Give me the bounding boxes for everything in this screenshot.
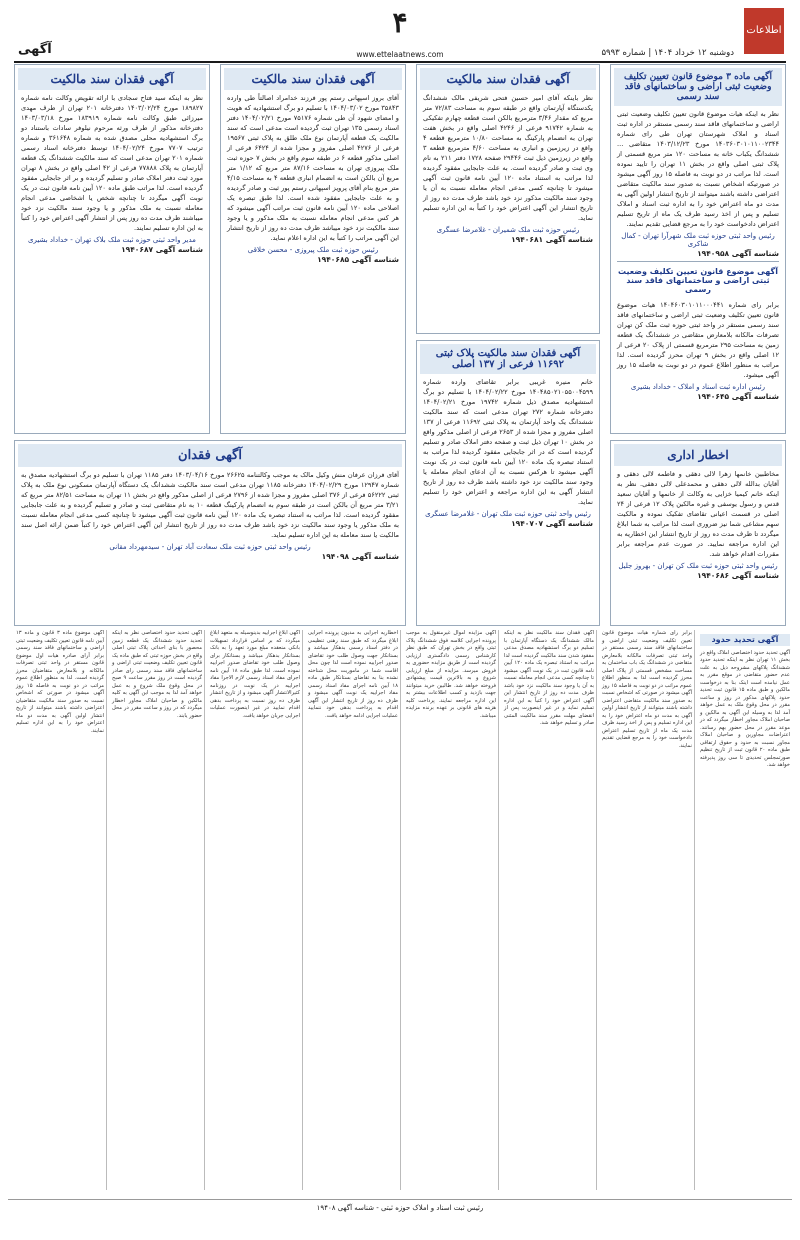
ad-signature: رئیس واحد ثبتی حوزه ثبت ملک تهران - غلامرضا عسگری bbox=[425, 510, 591, 518]
column-divider bbox=[204, 630, 205, 1190]
legal-text: آگهی مزایده اموال غیرمنقول به موجب پرونده اجرایی کلاسه فوق ششدانگ پلاک ثبتی واقع در بخش تهران که طبق نظر کارشناس رسمی دادگستری ارزیابی گردیده است از طریق مزایده حضوری به فروش میرسد. مزایده از مبلغ ارزیابی شروع و به بالاترین قیمت پیشنهادی فروخته خواهد شد. طالبین خرید میتوانند جهت بازدید و کسب اطلاعات بیشتر به این اداره مراجعه نمایند. پرداخت کلیه هزینه های قانونی بر عهده برنده مزایده میباشد. bbox=[406, 630, 496, 719]
ad-lost-deed-3 bbox=[14, 64, 210, 434]
legal-column bbox=[502, 630, 596, 1190]
column-divider bbox=[106, 630, 107, 1190]
website-link[interactable]: www.ettelaatnews.com bbox=[356, 50, 444, 59]
ad-id: شناسه آگهی ۱۹۴۰۷۰۷ bbox=[511, 519, 593, 528]
page-header bbox=[14, 4, 786, 60]
column-divider bbox=[498, 630, 499, 1190]
legal-footer: رئیس ثبت اسناد و املاک حوزه ثبتی - شناسه آگهی ۱۹۴۰۸ bbox=[8, 1199, 792, 1226]
legal-heading: آگهی تحدید حدود bbox=[700, 634, 790, 646]
ad-id: شناسه آگهی ۱۹۴۰۹۸ bbox=[321, 552, 399, 561]
ad-id: شناسه آگهی ۱۹۴۰۹۵۸ bbox=[697, 249, 779, 258]
ad-body: آقای بروز اسپهانی رستم پور فرزند خدامراد اصالتاً طی وارده ۳۵۸۴۳ مورخ ۱۴۰۴/۰۳/۰۲ با تسلیم دو برگ استشهادیه که هویت و امضای شهود آن طی شماره ۷۵۱۷۶ مورخ ۱۴۰۴/۰۲/۲۱ دفتر اسناد رسمی ۱۳۵ تهران ثبت گردیده است مدعی است که سند مالکیت یک قطعه آپارتمان نوع ملک طلق به پلاک ثبتی ۱۹۵۶۷ فرعی از ۴۲۷۶ اصلی مفروز و مجزا شده از ۶۴۲۴ فرعی از اصلی مذکور قطعه ۶ در طبقه سوم واقع در بخش ۷ حوزه ثبت ملک پیروزی تهران به مساحت ۸۷/۱۶ متر مربع که ۱/۱۲ متر مربع آن بالکن است به انضمام انباری قطعه ۴ به مساحت ۴/۱۵ متر مربع بنام آقای پرویز اسپهانی رستم پور ثبت و صادر گردیده و به علت جابجایی مفقود شده است. لذا طبق تبصره یک اصلاحی ماده ۱۲۰ آیین نامه قانون ثبت مراتب آگهی میشود که هر کس مدعی انجام معامله نسبت به ملک مذکور و یا وجود سند مالکیت نزد خود میباشد ظرف مدت ده روز از تاریخ انتشار این آگهی مراتب را کتباً به این اداره اعلام نماید. bbox=[227, 94, 400, 242]
column-divider bbox=[302, 630, 303, 1190]
ad-body: نظر به اینکه سید فتاح سجادی با ارائه تقویض وکالت نامه شماره ۱۸۹۸۲۷ مورخ ۱۴۰۳/۰۲/۲۴ دفترخانه ۲۰۱ تهران از طرف مهدی میرزائی طبق وکالت نامه شماره ۱۸۳۹۱۹ مورخ ۱۴۰۳/۰۳/۱۸ دفترخانه مذکور از طرف ورثه مرحوم نیلوفر سادات باستناد دو برگ استشهادیه محلی مصدق شده به شماره ۳۶۱۶۴۸ و شماره ترتیب ۷۷۰۷ مورخ ۱۴۰۴/۰۲/۲۴ توسط دفترخانه اسناد رسمی شماره ۲۰۱ تهران مدعی است که سند مالکیت ششدانگ یک قطعه آپارتمان به پلاک ۷۷۸۸۸ فرعی از ۴۲ اصلی واقع در بخش ۸ تهران مورد ثبت دفتر املاک صادر و تسلیم گردیده و بر اثر جابجایی مفقود گردیده است. لذا مراتب طبق ماده ۱۲۰ آیین نامه قانون ثبت در یک نوبت آگهی میگردد تا چنانچه شخص یا اشخاصی مدعی انجام معامله نسبت به ملک مذکور و یا وجود سند مالکیت نزد خود میباشند ظرف مدت ده روز پس از انتشار آگهی اعتراض خود را کتباً به این اداره تسلیم نمایند. bbox=[21, 94, 204, 232]
ad-title: آگهی ماده ۳ موضوع قانون تعیین تکلیف وضعیت ثبتی اراضی و ساختمانهای فاقد سند رسمی bbox=[614, 68, 782, 106]
ad-body: نظر به اینکه هیات موضوع قانون تعیین تکلیف وضعیت ثبتی اراضی و ساختمانهای فاقد سند رسمی مستقر در اداره ثبت اسناد و املاک شهرستان تهران طی رای شماره ۱۴۰۳۶۰۳۰۱۰۱۱۰۰۲۳۴۴ مورخ ۱۴۰۳/۱۲/۲۳ متقاضی ... ششدانگ یکباب خانه به مساحت ۱۲۰ متر مربع قسمتی از پلاک ثبتی اصلی واقع در بخش ۱۱ تهران را تایید نموده است. لذا مراتب در دو نوبت به فاصله ۱۵ روز آگهی میشود در صورتیکه اشخاص نسبت به صدور سند مالکیت متقاضی اعتراضی داشته باشند میتوانند از تاریخ انتشار اولین آگهی به مدت دو ماه اعتراض خود را به اداره ثبت اسناد و املاک تسلیم و پس از اخذ رسید ظرف یک ماه از تاریخ تسلیم اعتراض دادخواست خود را به مرجع قضایی تقدیم نمایند. bbox=[617, 110, 779, 228]
legal-column bbox=[110, 630, 204, 1190]
ad-signature: رئیس حوزه ثبت ملک شمیران - غلامرضا عسگری bbox=[436, 226, 580, 234]
header-rule bbox=[14, 61, 786, 63]
issue-date: دوشنبه ۱۲ خرداد ۱۴۰۴ | شماره ۵۹۹۳ bbox=[601, 48, 734, 58]
ad-signature: رئیس واحد ثبتی حوزه ثبت ملک شهرآرا تهران - کمال شاکری bbox=[621, 232, 775, 248]
ad-title: آگهی فقدان سند مالکیت bbox=[18, 68, 206, 90]
ad-id: شناسه آگهی ۱۹۴۰۶۸۷ bbox=[121, 245, 203, 254]
legal-column bbox=[698, 630, 792, 1190]
ad-divider bbox=[617, 261, 779, 262]
ad-title: آگهی فقدان bbox=[18, 444, 402, 467]
ad-body: مخاطبین خانمها زهرا لالی دهقی و فاطمه لالی دهقی و آقایان بدالله لالی دهقی و محمدعلی لالی دهقی. نظر به اینکه خانم کیمیا خزایی به وکالت از خانمها و آقایان سعید قدس و رسول یوسفی و غیره مالکین پلاک ۱۲ فرعی از ۲۴ اصلی در قسمت اعیانی تقاضای تفکیک نموده و مالکیت سهم مشاعی شما نیز ضروری است لذا مراتب به شما ابلاغ میگردد تا ظرف مدت ده روز از تاریخ انتشار این اخطاریه به این اداره مراجعه نمایید. در صورت عدم مراجعه برابر مقررات اقدام خواهد شد. bbox=[617, 470, 779, 558]
legal-text: آگهی تحدید حدود اختصاصی املاک واقع در بخش ۱۱ تهران نظر به اینکه تحدید حدود ششدانگ پلاکهای مشروحه ذیل به علت عدم حضور متقاضی در موقع مقرر به عمل نیامده است اینک بنا به درخواست مالکین و طبق ماده ۱۵ قانون ثبت تحدید حدود پلاکهای مذکور در روز و ساعت مقرر در محل وقوع ملک به عمل خواهد آمد لذا به وسیله این آگهی به مالکین و صاحبان املاک مجاور اخطار میگردد که در موعد مقرر در محل حضور بهم رسانند. اعتراضات مجاورین و صاحبان املاک مجاور نسبت به حدود و حقوق ارتفاقی طبق ماده ۲۰ قانون ثبت از تاریخ تنظیم صورتمجلس تحدیدی تا سی روز پذیرفته خواهد شد. bbox=[700, 649, 790, 768]
newspaper-logo: اطلاعات bbox=[744, 8, 784, 54]
legal-notices-section bbox=[8, 630, 792, 1230]
ad-signature: مدیر واحد ثبتی حوزه ثبت ملک بلاک تهران - خداداد بشیری bbox=[28, 236, 196, 244]
ad-id: شناسه آگهی ۱۹۴۰۶۸۵ bbox=[317, 255, 399, 264]
ad-sub-id: شناسه آگهی ۱۹۴۰۶۴۵ bbox=[697, 392, 779, 401]
ad-signature: رئیس واحد ثبتی حوزه ثبت ملک سعادت آباد تهران - سیدمهرداد مقانی bbox=[109, 543, 311, 551]
ad-signature: رئیس حوزه ثبت ملک پیروزی - محسن خلاقی bbox=[247, 246, 379, 254]
ad-lost-deed-plate bbox=[416, 340, 600, 626]
ad-title: آگهی فقدان سند مالکیت پلاک ثبتی ۱۱۶۹۲ فرعی از ۱۳۷ اصلی bbox=[420, 344, 596, 374]
legal-column bbox=[600, 630, 694, 1190]
ad-title: آگهی فقدان سند مالکیت bbox=[420, 68, 596, 90]
ad-title: اخطار اداری bbox=[614, 444, 782, 466]
ad-admin-warning bbox=[610, 440, 786, 626]
legal-column bbox=[14, 630, 106, 1190]
legal-text: آگهی تحدید حدود اختصاصی نظر به اینکه تحدید حدود ششدانگ یک قطعه زمین محصور با بنای احداثی پلاک ثبتی اصلی واقع در بخش حوزه ثبتی که طبق ماده یک قانون تعیین تکلیف وضعیت ثبتی اراضی و ساختمانهای فاقد سند رسمی رای صادر گردیده است در روز مقرر ساعت ۹ صبح در محل وقوع ملک شروع و به عمل خواهد آمد لذا به موجب این آگهی به کلیه مالکین و صاحبان املاک مجاور اخطار میگردد که در روز و ساعت مقرر در محل حضور یابند. bbox=[112, 630, 202, 719]
legal-column bbox=[208, 630, 302, 1190]
legal-text: آگهی فقدان سند مالکیت نظر به اینکه مالک ششدانگ یک دستگاه آپارتمان با تسلیم دو برگ استشهادیه مصدق مدعی مفقود شدن سند مالکیت گردیده است لذا مراتب به استناد تبصره یک ماده ۱۲۰ آیین نامه قانون ثبت در یک نوبت آگهی میشود تا چنانچه کسی مدعی انجام معامله نسبت به آن یا وجود سند مالکیت نزد خود باشد ظرف مدت ده روز از تاریخ انتشار این آگهی اعتراض خود را کتباً به این اداره تسلیم نماید و در غیر اینصورت پس از انقضای مهلت مقرر سند مالکیت المثنی صادر و تسلیم خواهد شد. bbox=[504, 630, 594, 726]
legal-column bbox=[404, 630, 498, 1190]
legal-column bbox=[306, 630, 400, 1190]
legal-text: اخطاریه اجرایی به مدیون پرونده اجرایی ابلاغ میگردد که طبق سند رهنی تنظیمی در دفتر اسناد رسمی بدهکار میباشد و بستانکار جهت وصول طلب خود تقاضای صدور اجراییه نموده است لذا چون محل اقامت شما در ماموریت محل شناخته نشده بنا به تقاضای بستانکار طبق ماده ۱۸ آیین نامه اجرای مفاد اسناد رسمی مفاد اجراییه یک نوبت آگهی میشود و ظرف ده روز از تاریخ انتشار این آگهی اقدام به پرداخت بدهی خود ننمایید عملیات اجرایی ادامه خواهد یافت. bbox=[308, 630, 398, 719]
ad-body: آقای فرزان عرفان منش وکیل مالک به موجب وکالتنامه ۲۶۶۲۵ مورخ ۱۴۰۳/۰۴/۱۶ دفتر ۱۱۸۵ تهران با تسلیم دو برگ استشهادیه مصدق به شماره ۱۲۹۴۷ مورخ ۱۴۰۴/۰۲/۲۹ دفترخانه ۱۱۸۵ تهران مدعی است سند مالکیت ششدانگ یک دستگاه آپارتمان مسکونی نوع ملک به پلاک ثبتی ۵۶۲۲۲ فرعی از ۳۷۶ اصلی مفروز و مجزا شده از ۲۷۹۶ فرعی از اصلی مذکور واقع در بخش ۱۱ تهران به مساحت ۸۲/۵۱ متر مربع که ۳/۲۱ متر مربع آن بالکن است در طبقه سوم به انضمام پارکینگ قطعه ۱۰ به نام متقاضی ثبت و صادر و تسلیم گردیده و به علت جابجایی مفقود گردیده است. لذا مراتب به استناد تبصره یک ماده ۱۲۰ آیین نامه قانون ثبت آگهی میشود تا چنانچه کسی مدعی انجام معامله نسبت به ملک مذکور یا وجود سند مالکیت نزد خود باشد ظرف مدت ده روز از تاریخ انتشار این آگهی اعتراض خود را کتباً ضمن ارائه اصل سند مالکیت یا سند معامله به این اداره تسلیم نماید. bbox=[21, 471, 399, 539]
ad-body: خانم منیره غریبی برابر تقاضای وارده شماره ۱۴۰۴۸۵۰۲۱۰۵۵۰۰۴۵۹۹ مورخ ۱۴۰۴/۰۲/۲۲ با تسلیم دو برگ استشهادیه مصدق ذیل شماره ۱۹۷۴۲ مورخ ۱۴۰۴/۰۲/۲۱ دفترخانه شماره ۲۷۲ تهران مدعی است که سند مالکیت ششدانگ یک واحد آپارتمان به پلاک ثبتی ۱۱۶۹۲ فرعی از ۱۳۷ اصلی مفروز و مجزا شده از ۲۶۵۳ فرعی از اصلی مذکور واقع در بخش ۱۰ تهران ذیل ثبت و صفحه دفتر املاک صادر و تسلیم گردیده است که در اثر جابجایی مفقود گردیده لذا مراتب به استناد تبصره یک ماده ۱۲۰ آیین نامه قانون ثبت در یک نوبت آگهی میشود تا هرکس نسبت به آن ادعای انجام معامله یا وجود سند مالکیت نزد خود داشته باشد ظرف ده روز از تاریخ انتشار آگهی به این اداره مراجعه و اعتراض خود را تسلیم نماید. bbox=[423, 378, 593, 506]
ad-signature: رئیس واحد ثبتی حوزه ثبت ملک کن تهران - بهروز جلیل bbox=[618, 562, 778, 570]
ad-body: نظر باینکه آقای امیر حسین فتحی شریفی مالک ششدانگ یکدستگاه آپارتمان واقع در طبقه سوم به مساحت ۷۲/۸۳ متر مربع که مقدار ۳/۴۶ مترمربع بالکن است قطعه چهارم تفکیکی به شماره ۹۱۷۴۲ فرعی از ۴۲۴۶ اصلی واقع در بخش هفت تهران به انضمام پارکینگ به مساحت ۱۰/۸۰ مترمربع قطعه ۴ واقع در زیرزمین و انباری به مساحت ۴/۶۰ مترمربع قطعه ۳ واقع در زیرزمین ذیل ثبت ۲۹۴۴۶ صفحه ۱۷۲۸ دفتر ۲۱۱ به نام وی ثبت و صادر گردیده است. به علت جابجایی مفقود گردیده لذا مراتب به استناد ماده ۱۲۰ آیین نامه قانون ثبت آگهی میشود تا چنانچه کسی مدعی انجام معامله نسبت به آن یا وجود سند مالکیت مذکور نزد خود باشد ظرف مدت ده روز از تاریخ انتشار این آگهی اعتراض خود را کتباً به این اداره تسلیم نماید. bbox=[423, 94, 593, 222]
ad-lost-notice bbox=[14, 440, 406, 626]
page-number: ۴ bbox=[392, 6, 408, 39]
ad-lost-deed-1 bbox=[416, 64, 600, 334]
column-divider bbox=[400, 630, 401, 1190]
ad-id: شناسه آگهی ۱۹۴۰۶۸۱ bbox=[511, 235, 593, 244]
legal-text: آگهی ابلاغ اجراییه بدینوسیله به متعهد ابلاغ میگردد که بر اساس قرارداد تسهیلات بانکی منعقده مبلغ مورد تعهد را به بانک بستانکار بدهکار میباشد و بستانکار برای وصول طلب خود تقاضای صدور اجراییه نموده است. لذا طبق ماده ۱۸ آیین نامه اجرای مفاد اسناد رسمی لازم الاجرا مفاد اجراییه در یک نوبت در روزنامه کثیرالانتشار آگهی میشود و از تاریخ انتشار ظرف ده روز نسبت به پرداخت بدهی اقدام نمایید در غیر اینصورت عملیات اجرایی جریان خواهد یافت. bbox=[210, 630, 300, 719]
ad-sub-body: برابر رای شماره ۱۴۰۴۶۰۳۰۱۰۱۱۰۰۰۴۴۱ هیات موضوع قانون تعیین تکلیف وضعیت ثبتی اراضی و ساختمانهای فاقد سند رسمی مستقر در واحد ثبتی حوزه ثبت ملک کن تهران تصرفات مالکانه بلامعارض متقاضی در ششدانگ یک قطعه زمین به مساحت ۲۹۵ مترمربع قسمتی از پلاک ۲۰ فرعی از ۱۲ اصلی واقع در بخش ۹ تهران محرز گردیده است. لذا مراتب به منظور اطلاع عموم در دو نوبت به فاصله ۱۵ روز آگهی میشود. bbox=[617, 301, 779, 379]
ad-title: آگهی فقدان سند مالکیت bbox=[224, 68, 402, 90]
column-divider bbox=[596, 630, 597, 1190]
legal-text: برابر رای شماره هیات موضوع قانون تعیین تکلیف وضعیت ثبتی اراضی و ساختمانهای فاقد سند رسمی مستقر در واحد ثبتی تصرفات مالکانه بلامعارض متقاضی در ششدانگ یک باب ساختمان به مساحت مشخص قسمتی از پلاک اصلی محرز گردیده است لذا به منظور اطلاع عموم مراتب در دو نوبت به فاصله ۱۵ روز آگهی میشود در صورتی که اشخاص نسبت به صدور سند مالکیت متقاضی اعتراضی داشته باشند میتوانند از تاریخ انتشار اولین آگهی به مدت دو ماه اعتراض خود را به این اداره تسلیم و پس از اخذ رسید ظرف مدت یک ماه از تاریخ تسلیم اعتراض دادخواست خود را به مرجع قضایی تقدیم نمایند. bbox=[602, 630, 692, 749]
ad-article-3 bbox=[610, 64, 786, 434]
legal-text: آگهی موضوع ماده ۳ قانون و ماده ۱۳ آیین نامه قانون تعیین تکلیف وضعیت ثبتی اراضی و ساختمانهای فاقد سند رسمی برابر آرای صادره هیات اول موضوع قانون مستقر در واحد ثبتی تصرفات مالکانه و بلامعارض متقاضیان محرز گردیده است. لذا به منظور اطلاع عموم مراتب در دو نوبت به فاصله ۱۵ روز آگهی میشود در صورتی که اشخاص نسبت به صدور سند مالکیت متقاضیان اعتراضی داشته باشند میتوانند از تاریخ انتشار اولین آگهی به مدت دو ماه اعتراض خود را به این اداره تسلیم نمایند. bbox=[16, 630, 104, 734]
column-divider bbox=[694, 630, 695, 1190]
ad-lost-deed-2 bbox=[220, 64, 406, 434]
ad-id: شناسه آگهی ۱۹۴۰۶۸۶ bbox=[697, 571, 779, 580]
ad-sub-title: آگهی موضوع قانون تعیین تکلیف وضعیت ثبتی اراضی و ساختمانهای فاقد سند رسمی bbox=[618, 267, 778, 294]
ad-sub-signature: رئیس اداره ثبت اسناد و املاک - خداداد بشیری bbox=[630, 383, 766, 391]
section-title: آگهی bbox=[18, 42, 52, 57]
